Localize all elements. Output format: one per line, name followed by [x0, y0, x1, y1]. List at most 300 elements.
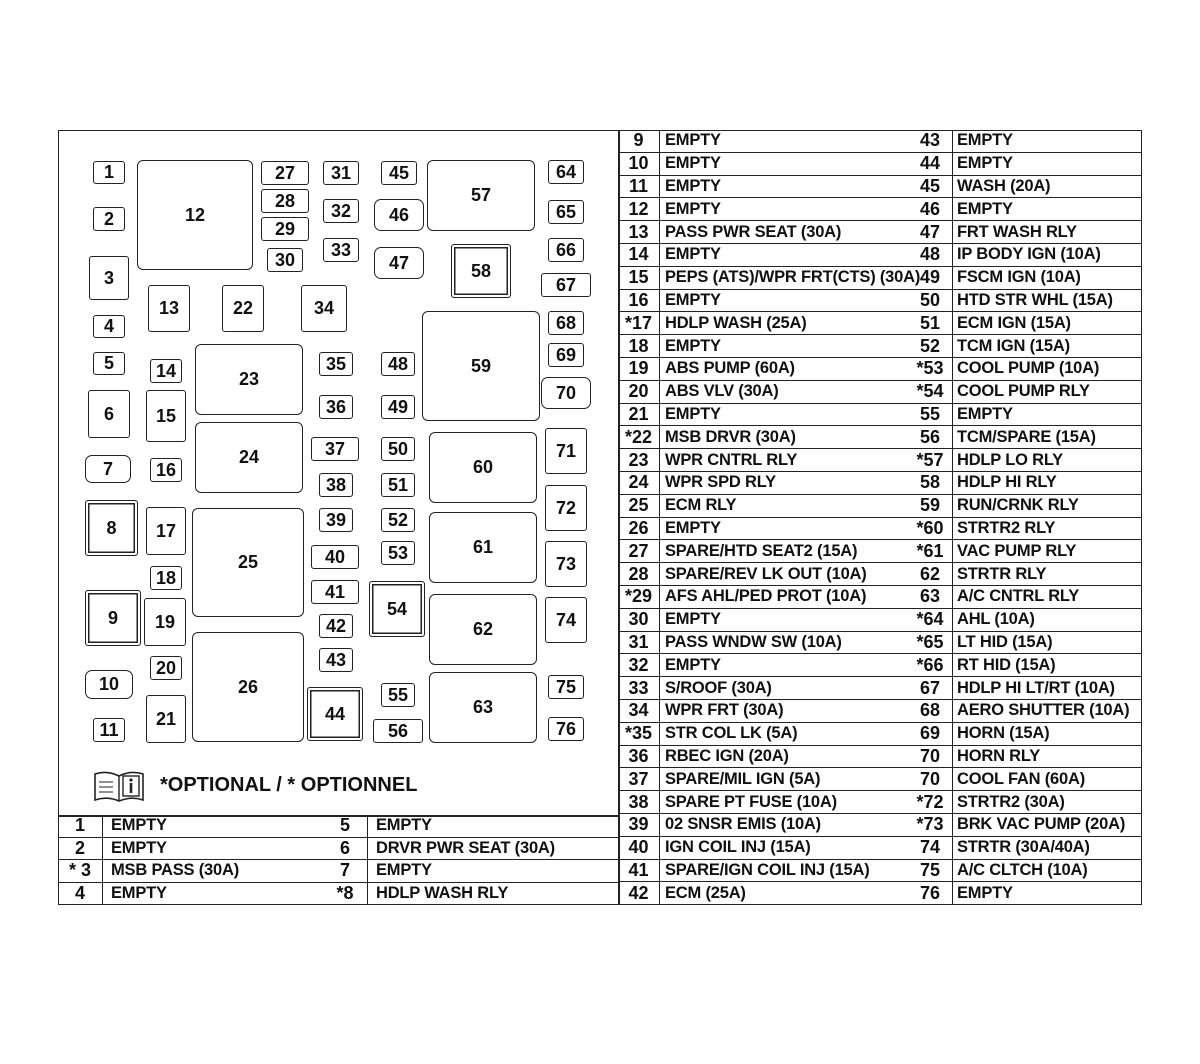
fuse-number: *73 — [908, 814, 953, 836]
fuse-slot-51: 51 — [381, 473, 415, 497]
fuse-table-right-b-row — [908, 404, 1142, 427]
fuse-table-right-a-row — [618, 768, 908, 791]
fuse-description: HDLP HI RLY — [957, 473, 1057, 492]
fuse-slot-27: 27 — [261, 161, 309, 185]
fuse-number: *65 — [908, 632, 953, 654]
fuse-number: * 3 — [58, 860, 103, 882]
fuse-description: S/ROOF (30A) — [665, 678, 772, 697]
fuse-description: EMPTY — [957, 883, 1013, 902]
fuse-table-right-b-row — [908, 381, 1142, 404]
fuse-slot-32: 32 — [323, 199, 359, 223]
fuse-slot-22: 22 — [222, 285, 264, 332]
fuse-slot-39: 39 — [319, 508, 353, 532]
fuse-description: STR COL LK (5A) — [665, 724, 798, 743]
fuse-description: STRTR (30A/40A) — [957, 838, 1090, 857]
fuse-number: *35 — [618, 723, 660, 745]
fuse-description: A/C CLTCH (10A) — [957, 860, 1088, 879]
fuse-slot-12: 12 — [137, 160, 253, 270]
fuse-table-right-b-row — [908, 335, 1142, 358]
fuse-slot-5: 5 — [93, 352, 125, 375]
fuse-slot-73: 73 — [545, 541, 587, 587]
fuse-table-right-b-row — [908, 700, 1142, 723]
fuse-number: 59 — [908, 495, 953, 517]
fuse-slot-10: 10 — [85, 670, 133, 699]
fuse-number: *53 — [908, 358, 953, 380]
fuse-table-bottom-mid-row — [323, 883, 618, 906]
fuse-slot-33: 33 — [323, 238, 359, 262]
fuse-number: 10 — [618, 153, 660, 175]
fuse-table-right-a-row — [618, 586, 908, 609]
fuse-number: 7 — [323, 860, 368, 882]
fuse-description: A/C CNTRL RLY — [957, 587, 1080, 606]
fuse-slot-6: 6 — [88, 390, 130, 438]
fuse-number: 30 — [618, 609, 660, 631]
fuse-description: EMPTY — [665, 290, 721, 309]
fuse-description: VAC PUMP RLY — [957, 541, 1077, 560]
fuse-number: 55 — [908, 404, 953, 426]
fuse-slot-49: 49 — [381, 395, 415, 419]
fuse-description: EMPTY — [376, 861, 432, 880]
fuse-description: SPARE/REV LK OUT (10A) — [665, 564, 867, 583]
fuse-table-right-b-row — [908, 586, 1142, 609]
fuse-slot-63: 63 — [429, 672, 537, 743]
fuse-table-right-a-row — [618, 244, 908, 267]
fuse-description: EMPTY — [111, 838, 167, 857]
fuse-table-right-a-row — [618, 358, 908, 381]
fuse-table-right-a-row — [618, 791, 908, 814]
fuse-number: *57 — [908, 449, 953, 471]
fuse-slot-44: 44 — [307, 687, 363, 741]
fuse-number: 38 — [618, 791, 660, 813]
fuse-number: 18 — [618, 335, 660, 357]
fuse-number: 49 — [908, 267, 953, 289]
fuse-slot-56: 56 — [373, 719, 423, 743]
fuse-slot-65: 65 — [548, 200, 584, 224]
fuse-description: EMPTY — [111, 816, 167, 835]
fuse-table-bottom-mid-row — [323, 838, 618, 861]
fuse-slot-59: 59 — [422, 311, 540, 421]
fuse-table-right-b-row — [908, 814, 1142, 837]
fuse-slot-28: 28 — [261, 189, 309, 213]
fuse-table-bottom-left-row — [58, 815, 323, 838]
fuse-slot-40: 40 — [311, 545, 359, 569]
fuse-number: 70 — [908, 768, 953, 790]
fuse-slot-71: 71 — [545, 428, 587, 474]
fuse-description: PEPS (ATS)/WPR FRT(CTS) (30A) — [665, 268, 921, 287]
fuse-number: *60 — [908, 518, 953, 540]
fuse-description: HDLP LO RLY — [957, 450, 1063, 469]
fuse-number: 50 — [908, 290, 953, 312]
fuse-description: EMPTY — [665, 154, 721, 173]
fuse-description: EMPTY — [376, 816, 432, 835]
fuse-slot-55: 55 — [381, 683, 415, 707]
fuse-number: 13 — [618, 221, 660, 243]
fuse-description: AERO SHUTTER (10A) — [957, 701, 1130, 720]
fuse-slot-25: 25 — [192, 508, 304, 617]
fuse-number: 33 — [618, 677, 660, 699]
fuse-description: SPARE/IGN COIL INJ (15A) — [665, 860, 870, 879]
fuse-description: COOL PUMP (10A) — [957, 359, 1100, 378]
fuse-slot-60: 60 — [429, 432, 537, 503]
fuse-slot-42: 42 — [319, 614, 353, 638]
fuse-number: 24 — [618, 472, 660, 494]
fuse-description: HDLP HI LT/RT (10A) — [957, 678, 1115, 697]
fuse-number: *72 — [908, 791, 953, 813]
fuse-table-right-b-row — [908, 130, 1142, 153]
fuse-number: 37 — [618, 768, 660, 790]
fuse-table-right-a-row — [618, 130, 908, 153]
fuse-table-right-b-row — [908, 860, 1142, 883]
fuse-description: STRTR2 RLY — [957, 518, 1056, 537]
fuse-slot-57: 57 — [427, 160, 535, 231]
fuse-description: FSCM IGN (10A) — [957, 268, 1081, 287]
fuse-table-right-a-row — [618, 837, 908, 860]
fuse-table-right-a-row — [618, 472, 908, 495]
fuse-slot-70: 70 — [541, 377, 591, 409]
fuse-slot-52: 52 — [381, 508, 415, 532]
fuse-slot-69: 69 — [548, 343, 584, 367]
fuse-table-bottom-left-row — [58, 860, 323, 883]
fuse-table-right-a-row — [618, 495, 908, 518]
fuse-table-right-a-row — [618, 882, 908, 905]
fuse-number: 45 — [908, 176, 953, 198]
fuse-table-right-a-row — [618, 449, 908, 472]
fuse-number: 41 — [618, 860, 660, 882]
fuse-table-right-a-row — [618, 700, 908, 723]
fuse-number: 74 — [908, 837, 953, 859]
fuse-description: HTD STR WHL (15A) — [957, 290, 1113, 309]
fuse-slot-58: 58 — [451, 244, 511, 298]
fuse-slot-26: 26 — [192, 632, 304, 742]
fuse-table-right-a-row — [618, 860, 908, 883]
fuse-description: RBEC IGN (20A) — [665, 746, 789, 765]
fuse-slot-64: 64 — [548, 160, 584, 184]
fuse-table-right-a-row — [618, 153, 908, 176]
fuse-slot-62: 62 — [429, 594, 537, 665]
fuse-description: RT HID (15A) — [957, 655, 1056, 674]
fuse-slot-68: 68 — [548, 311, 584, 335]
fuse-number: 14 — [618, 244, 660, 266]
fuse-number: 51 — [908, 312, 953, 334]
fuse-slot-54: 54 — [369, 581, 425, 637]
fuse-description: SPARE/HTD SEAT2 (15A) — [665, 541, 858, 560]
fuse-table-right-b-row — [908, 472, 1142, 495]
fuse-table-right-a-row — [618, 632, 908, 655]
fuse-number: 23 — [618, 449, 660, 471]
fuse-table-right-b-row — [908, 449, 1142, 472]
fuse-table-right-a-row — [618, 426, 908, 449]
fuse-slot-23: 23 — [195, 344, 303, 415]
fuse-number: 58 — [908, 472, 953, 494]
fuse-table-right-a-row — [618, 381, 908, 404]
fuse-slot-34: 34 — [301, 285, 347, 332]
fuse-number: *61 — [908, 540, 953, 562]
fuse-table-right-b-row — [908, 677, 1142, 700]
fuse-number: *66 — [908, 654, 953, 676]
fuse-description: 02 SNSR EMIS (10A) — [665, 815, 821, 834]
fuse-table-bottom-mid-row — [323, 860, 618, 883]
fuse-slot-24: 24 — [195, 422, 303, 493]
fuse-table-right-a-row — [618, 814, 908, 837]
fuse-description: EMPTY — [957, 131, 1013, 150]
fuse-table-bottom-left-row — [58, 883, 323, 906]
fuse-table-right-b-row — [908, 540, 1142, 563]
fuse-slot-16: 16 — [150, 458, 182, 482]
fuse-description: AHL (10A) — [957, 610, 1035, 629]
fuse-number: 56 — [908, 426, 953, 448]
fuse-table-right-b-row — [908, 198, 1142, 221]
fuse-number: 46 — [908, 198, 953, 220]
fuse-slot-36: 36 — [319, 395, 353, 419]
fuse-number: 42 — [618, 882, 660, 904]
fuse-number: 11 — [618, 176, 660, 198]
fuse-table-right-b-row — [908, 358, 1142, 381]
fuse-slot-47: 47 — [374, 247, 424, 279]
fuse-description: STRTR RLY — [957, 564, 1047, 583]
fuse-table-right-a-row — [618, 540, 908, 563]
fuse-number: 27 — [618, 540, 660, 562]
fuse-description: PASS WNDW SW (10A) — [665, 632, 842, 651]
fuse-table-right-b-row — [908, 244, 1142, 267]
fuse-slot-53: 53 — [381, 541, 415, 565]
fuse-description: PASS PWR SEAT (30A) — [665, 222, 842, 241]
fuse-number: *22 — [618, 426, 660, 448]
fuse-number: 62 — [908, 563, 953, 585]
fuse-table-right-a-row — [618, 654, 908, 677]
fuse-slot-75: 75 — [548, 675, 584, 699]
fuse-description: SPARE PT FUSE (10A) — [665, 792, 837, 811]
fuse-description: WPR FRT (30A) — [665, 701, 784, 720]
fuse-slot-7: 7 — [85, 455, 131, 483]
fuse-slot-37: 37 — [311, 437, 359, 461]
fuse-number: 47 — [908, 221, 953, 243]
fuse-description: TCM IGN (15A) — [957, 336, 1070, 355]
fuse-number: 76 — [908, 882, 953, 904]
fuse-slot-43: 43 — [319, 648, 353, 672]
fuse-description: SPARE/MIL IGN (5A) — [665, 769, 821, 788]
fuse-table-right-b-row — [908, 654, 1142, 677]
manual-info-icon — [93, 770, 145, 802]
fuse-table-right-a-row — [618, 312, 908, 335]
fuse-slot-38: 38 — [319, 473, 353, 497]
fuse-table-right-b-row — [908, 837, 1142, 860]
fuse-table-right-b-row — [908, 495, 1142, 518]
fuse-description: WASH (20A) — [957, 176, 1051, 195]
fuse-number: *54 — [908, 381, 953, 403]
fuse-slot-15: 15 — [146, 390, 186, 442]
fuse-description: RUN/CRNK RLY — [957, 496, 1079, 515]
fuse-description: TCM/SPARE (15A) — [957, 427, 1096, 446]
fuse-table-right-b-row — [908, 176, 1142, 199]
fuse-table-right-b-row — [908, 563, 1142, 586]
fuse-description: EMPTY — [957, 404, 1013, 423]
fuse-table-right-a-row — [618, 198, 908, 221]
fuse-number: 1 — [58, 815, 103, 837]
fuse-description: IGN COIL INJ (15A) — [665, 838, 811, 857]
fuse-number: 20 — [618, 381, 660, 403]
fuse-table-right-b-row — [908, 267, 1142, 290]
fuse-number: *64 — [908, 609, 953, 631]
fuse-table-right-b-row — [908, 290, 1142, 313]
fuse-table-right-b-row — [908, 791, 1142, 814]
fuse-description: HORN RLY — [957, 746, 1041, 765]
fuse-table-right-b-row — [908, 426, 1142, 449]
fuse-slot-45: 45 — [381, 161, 417, 185]
fuse-number: 48 — [908, 244, 953, 266]
fuse-slot-1: 1 — [93, 161, 125, 184]
fuse-description: EMPTY — [665, 336, 721, 355]
fuse-description: EMPTY — [665, 610, 721, 629]
fuse-table-bottom-mid-row — [323, 815, 618, 838]
fuse-table-right-b-row — [908, 746, 1142, 769]
fuse-table-right-a-row — [618, 723, 908, 746]
fuse-number: *29 — [618, 586, 660, 608]
fuse-slot-18: 18 — [150, 566, 182, 590]
fuse-number: 43 — [908, 130, 953, 152]
fuse-number: 19 — [618, 358, 660, 380]
fuse-description: EMPTY — [665, 404, 721, 423]
fuse-number: 2 — [58, 838, 103, 860]
fuse-slot-30: 30 — [267, 248, 303, 272]
fuse-description: EMPTY — [665, 655, 721, 674]
fuse-slot-72: 72 — [545, 485, 587, 531]
fuse-slot-21: 21 — [146, 695, 186, 743]
fuse-number: 28 — [618, 563, 660, 585]
fuse-description: EMPTY — [665, 518, 721, 537]
fuse-description: COOL FAN (60A) — [957, 769, 1085, 788]
fuse-description: EMPTY — [665, 131, 721, 150]
fuse-number: 70 — [908, 746, 953, 768]
fuse-description: HORN (15A) — [957, 724, 1050, 743]
fuse-slot-3: 3 — [89, 256, 129, 300]
fuse-table-right-a-row — [618, 609, 908, 632]
fuse-table-right-b-row — [908, 609, 1142, 632]
fuse-table-right-a-row — [618, 290, 908, 313]
fuse-slot-66: 66 — [548, 238, 584, 262]
fuse-slot-48: 48 — [381, 352, 415, 376]
optional-legend-text: *OPTIONAL / * OPTIONNEL — [160, 774, 418, 796]
fuse-number: 21 — [618, 404, 660, 426]
fuse-number: 15 — [618, 267, 660, 289]
fuse-number: 52 — [908, 335, 953, 357]
fuse-description: EMPTY — [111, 883, 167, 902]
fuse-number: *8 — [323, 883, 368, 905]
fuse-description: IP BODY IGN (10A) — [957, 245, 1101, 264]
fuse-description: BRK VAC PUMP (20A) — [957, 815, 1126, 834]
fuse-slot-11: 11 — [93, 718, 125, 742]
fuse-slot-13: 13 — [148, 285, 190, 332]
fuse-slot-14: 14 — [150, 359, 182, 383]
fuse-number: 63 — [908, 586, 953, 608]
fuse-number: 32 — [618, 654, 660, 676]
fuse-number: 4 — [58, 883, 103, 905]
fuse-description: ECM (25A) — [665, 883, 746, 902]
fuse-number: 69 — [908, 723, 953, 745]
fuse-slot-17: 17 — [146, 507, 186, 555]
fuse-slot-50: 50 — [381, 437, 415, 461]
fuse-number: 40 — [618, 837, 660, 859]
fuse-slot-74: 74 — [545, 597, 587, 643]
fuse-description: EMPTY — [665, 245, 721, 264]
fuse-number: 31 — [618, 632, 660, 654]
fuse-description: AFS AHL/PED PROT (10A) — [665, 587, 867, 606]
fuse-number: 26 — [618, 518, 660, 540]
fuse-description: EMPTY — [957, 154, 1013, 173]
fuse-description: HDLP WASH (25A) — [665, 313, 807, 332]
fuse-number: 39 — [618, 814, 660, 836]
fuse-slot-46: 46 — [374, 199, 424, 231]
fuse-description: EMPTY — [665, 176, 721, 195]
fuse-slot-76: 76 — [548, 717, 584, 741]
fuse-description: ECM RLY — [665, 496, 737, 515]
fuse-number: 68 — [908, 700, 953, 722]
fuse-slot-31: 31 — [323, 161, 359, 185]
fuse-number: 16 — [618, 290, 660, 312]
fuse-number: 34 — [618, 700, 660, 722]
fuse-slot-41: 41 — [311, 580, 359, 604]
fuse-table-right-b-row — [908, 518, 1142, 541]
fuse-description: EMPTY — [665, 199, 721, 218]
fuse-slot-29: 29 — [261, 217, 309, 241]
fuse-slot-19: 19 — [144, 598, 186, 646]
fuse-slot-4: 4 — [93, 315, 125, 338]
fuse-description: LT HID (15A) — [957, 632, 1053, 651]
fuse-table-right-b-row — [908, 221, 1142, 244]
fuse-table-right-a-row — [618, 677, 908, 700]
fuse-table-right-a-row — [618, 176, 908, 199]
fuse-number: 12 — [618, 198, 660, 220]
fuse-description: ABS VLV (30A) — [665, 382, 779, 401]
fuse-table-right-b-row — [908, 882, 1142, 905]
fuse-slot-35: 35 — [319, 352, 353, 376]
fuse-number: 9 — [618, 130, 660, 152]
fuse-description: EMPTY — [957, 199, 1013, 218]
fuse-number: 75 — [908, 860, 953, 882]
fuse-table-right-b-row — [908, 632, 1142, 655]
fuse-slot-67: 67 — [541, 273, 591, 297]
fuse-description: MSB DRVR (30A) — [665, 427, 796, 446]
fuse-number: 5 — [323, 815, 368, 837]
fuse-description: MSB PASS (30A) — [111, 861, 239, 880]
fuse-table-right-a-row — [618, 563, 908, 586]
fuse-table-right-a-row — [618, 221, 908, 244]
fuse-slot-8: 8 — [85, 500, 138, 556]
fuse-table-right-b-row — [908, 153, 1142, 176]
fuse-table-right-a-row — [618, 518, 908, 541]
fuse-number: *17 — [618, 312, 660, 334]
fuse-slot-61: 61 — [429, 512, 537, 583]
fuse-number: 6 — [323, 838, 368, 860]
fuse-number: 44 — [908, 153, 953, 175]
fuse-table-right-a-row — [618, 746, 908, 769]
fuse-table-bottom-left-row — [58, 838, 323, 861]
fuse-description: ABS PUMP (60A) — [665, 359, 795, 378]
fuse-description: WPR CNTRL RLY — [665, 450, 798, 469]
fuse-description: FRT WASH RLY — [957, 222, 1077, 241]
fuse-description: ECM IGN (15A) — [957, 313, 1071, 332]
fuse-slot-2: 2 — [93, 207, 125, 231]
fuse-slot-20: 20 — [150, 656, 182, 680]
fuse-description: WPR SPD RLY — [665, 473, 776, 492]
fuse-table-right-a-row — [618, 267, 921, 290]
fuse-table-right-a-row — [618, 335, 908, 358]
fuse-table-right-b-row — [908, 312, 1142, 335]
fuse-table-right-a-row — [618, 404, 908, 427]
fuse-description: DRVR PWR SEAT (30A) — [376, 838, 555, 857]
fuse-number: 25 — [618, 495, 660, 517]
fuse-number: 67 — [908, 677, 953, 699]
fuse-description: HDLP WASH RLY — [376, 883, 509, 902]
